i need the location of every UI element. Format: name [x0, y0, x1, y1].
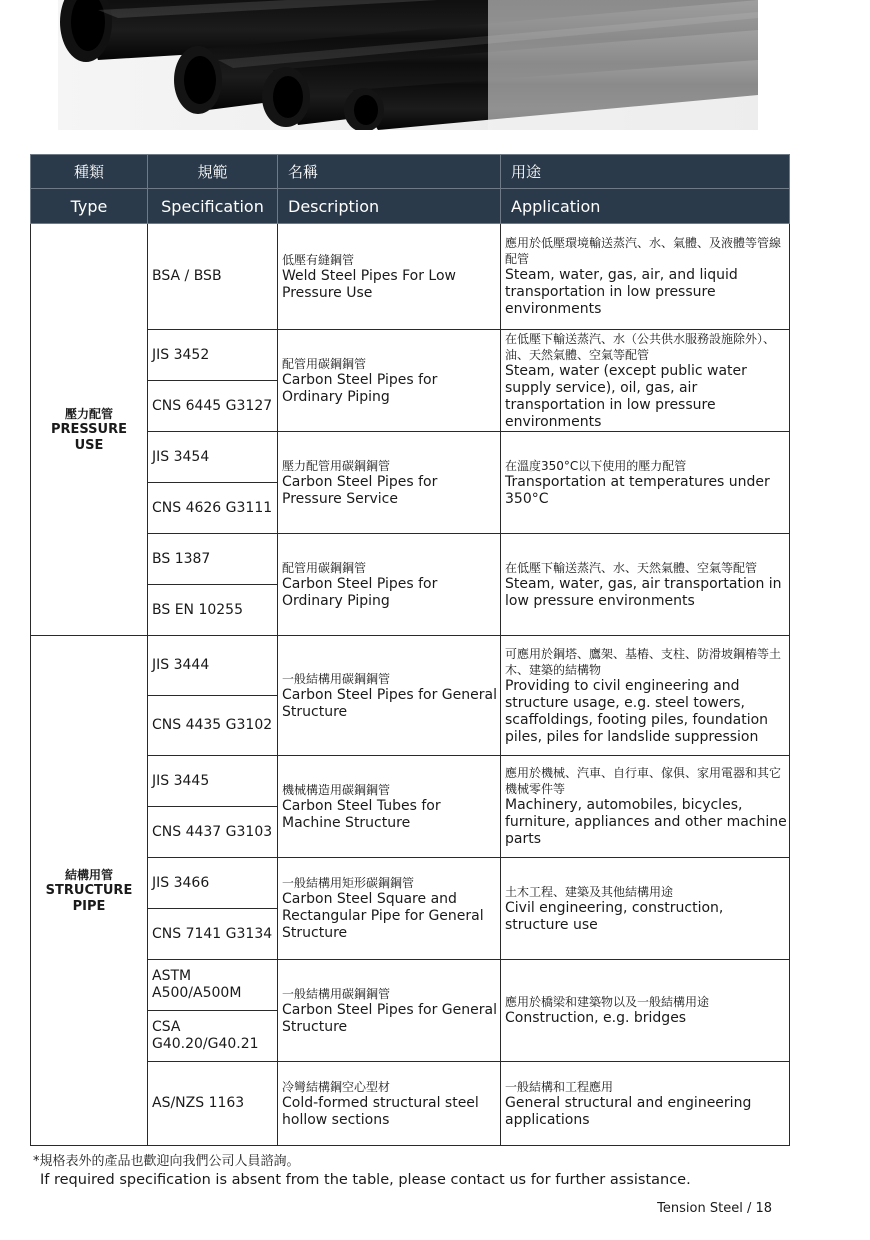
footer-note-zh: *規格表外的產品也歡迎向我們公司人員諮詢。	[33, 1154, 300, 1169]
header-type-zh: 種類	[31, 155, 148, 189]
header-spec-en: Specification	[148, 189, 278, 224]
header-desc-zh: 名稱	[278, 155, 501, 189]
description-cell: 冷彎結構鋼空心型材 Cold-formed structural steel hollow sections	[278, 1062, 501, 1146]
header-row-en	[31, 189, 790, 224]
spec-table	[30, 154, 790, 1146]
description-cell: 配管用碳鋼鋼管 Carbon Steel Pipes for Ordinary Piping	[278, 330, 501, 432]
header-app-en: Application	[501, 189, 790, 224]
spec-cell: BS 1387	[148, 534, 278, 585]
application-cell: 土木工程、建築及其他結構用途 Civil engineering, construction, structure use	[501, 858, 790, 960]
application-cell: 在低壓下輸送蒸汽、水、天然氣體、空氣等配管 Steam, water, gas, air transportation in low pressure environments	[501, 534, 790, 636]
header-app-zh: 用途	[501, 155, 790, 189]
application-cell: 在溫度350°C以下使用的壓力配管 Transportation at temperatures under 350°C	[501, 432, 790, 534]
spec-cell: AS/NZS 1163	[148, 1062, 278, 1146]
spec-cell: BSA / BSB	[148, 224, 278, 330]
spec-cell: CSA G40.20/G40.21	[148, 1011, 278, 1062]
description-cell: 壓力配管用碳鋼鋼管 Carbon Steel Pipes for Pressure Service	[278, 432, 501, 534]
category-pressure: 壓力配管 PRESSURE USE	[31, 224, 148, 636]
application-cell: 可應用於鋼塔、鷹架、基樁、支柱、防滑坡鋼樁等土木、建築的結構物 Providing to civil engineering and structure usage, e.g. steel towers, scaffoldings, footing piles, foundation piles, piles for landslide suppression	[501, 636, 790, 756]
spec-cell: CNS 6445 G3127	[148, 381, 278, 432]
application-cell: 應用於低壓環境輸送蒸汽、水、氣體、及液體等管線配管 Steam, water, gas, air, and liquid transportation in low pressure environments	[501, 224, 790, 330]
spec-cell: CNS 4435 G3102	[148, 696, 278, 756]
header-row-zh	[31, 155, 790, 189]
application-cell: 應用於橋梁和建築物以及一般結構用途 Construction, e.g. bridges	[501, 960, 790, 1062]
footer-note-en: If required specification is absent from the table, please contact us for further assistance.	[40, 1172, 691, 1188]
description-cell: 一般結構用碳鋼鋼管 Carbon Steel Pipes for General Structure	[278, 960, 501, 1062]
spec-cell: JIS 3454	[148, 432, 278, 483]
header-desc-en: Description	[278, 189, 501, 224]
header-type-en: Type	[31, 189, 148, 224]
spec-cell: JIS 3452	[148, 330, 278, 381]
description-cell: 機械構造用碳鋼鋼管 Carbon Steel Tubes for Machine Structure	[278, 756, 501, 858]
application-cell: 應用於機械、汽車、自行車、傢俱、家用電器和其它機械零件等 Machinery, automobiles, bicycles, furniture, appliances and other machine parts	[501, 756, 790, 858]
spec-cell: CNS 4626 G3111	[148, 483, 278, 534]
description-cell: 配管用碳鋼鋼管 Carbon Steel Pipes for Ordinary Piping	[278, 534, 501, 636]
spec-cell: CNS 4437 G3103	[148, 807, 278, 858]
page-number: Tension Steel / 18	[657, 1201, 772, 1216]
table-row	[31, 224, 790, 330]
footer-note	[33, 1153, 691, 1189]
description-cell: 低壓有縫鋼管 Weld Steel Pipes For Low Pressure Use	[278, 224, 501, 330]
application-cell: 一般結構和工程應用 General structural and engineering applications	[501, 1062, 790, 1146]
pipes-banner-image	[58, 0, 758, 130]
spec-cell: ASTM A500/A500M	[148, 960, 278, 1011]
application-cell: 在低壓下輸送蒸汽、水（公共供水服務設施除外）、油、天然氣體、空氣等配管 Steam, water (except public water supply service), oil, gas, air transportation in low pressure environments	[501, 330, 790, 432]
spec-cell: CNS 7141 G3134	[148, 909, 278, 960]
description-cell: 一般結構用矩形碳鋼鋼管 Carbon Steel Square and Rectangular Pipe for General Structure	[278, 858, 501, 960]
spec-cell: BS EN 10255	[148, 585, 278, 636]
table-row	[31, 636, 790, 696]
spec-cell: JIS 3445	[148, 756, 278, 807]
category-structure: 結構用管 STRUCTURE PIPE	[31, 636, 148, 1146]
spec-cell: JIS 3444	[148, 636, 278, 696]
spec-cell: JIS 3466	[148, 858, 278, 909]
header-spec-zh: 規範	[148, 155, 278, 189]
description-cell: 一般結構用碳鋼鋼管 Carbon Steel Pipes for General Structure	[278, 636, 501, 756]
